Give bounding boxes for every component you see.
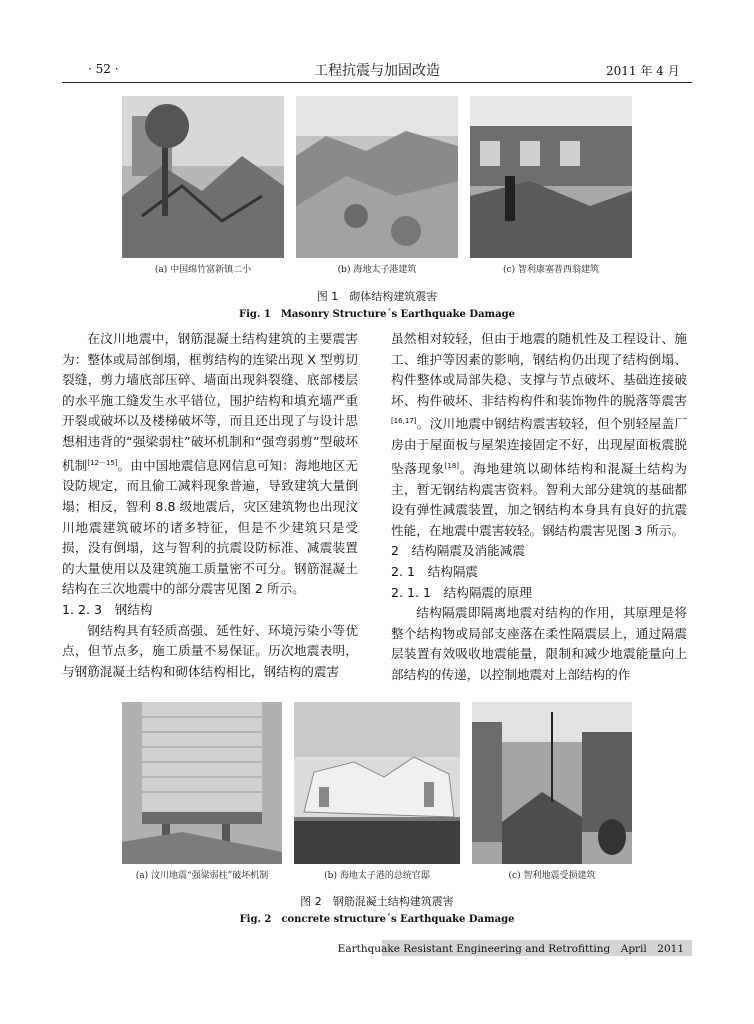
right-paragraph-2: 结构隔震即隔离地震对结构的作用，其原理是将整个结构物或局部支座落在柔性隔震层上，通过隔震层装置有效吸收地震能量，限制和减少地震能量向上部结构的传递，以控制地震对上部结构的作	[391, 605, 687, 682]
left-paragraph-2: 钢结构具有轻质高强、延性好、环境污染小等优点，但节点多，施工质量不易保证。历次地震表明，与钢筋混凝土结构和砌体结构相比，钢结构的震害	[62, 622, 358, 679]
fig2-caption-cn: 图 2 钢筋混凝土结构建筑震害	[300, 895, 454, 908]
left-p1-tail: 。由中国地震信息网信息可知：海地地区无设防规定，而且偷工减料现象普遍，导致建筑大量倒塌；相反，智利 8.8 级地震后，灾区建筑物也出现汶川地震建筑破坏的诸多特征，但是不少建筑只是受损，没有倒塌，这与智利的抗震设防标准、减震装置的大量使用以及建筑施工质量密不可分。钢筋混凝土结构在三次地震中的部分震害见图 2 所示。	[62, 457, 359, 597]
fig1-subcaption-b: (b) 海地太子港建筑	[337, 265, 417, 275]
page-number: · 52 ·	[88, 62, 119, 76]
right-p1-ref2: [18]	[444, 461, 460, 470]
fig1-caption-en: Fig. 1 Masonry Structure´s Earthquake Damage	[239, 309, 515, 320]
section-heading-2-1-1: 2. 1. 1 结构隔震的原理	[391, 584, 532, 600]
fig1-caption-cn: 图 1 砌体结构建筑震害	[316, 290, 438, 303]
section-heading-2-1: 2. 1 结构隔震	[391, 563, 479, 579]
right-p1-ref: [16,17]	[391, 417, 417, 426]
fig1-photo-c	[470, 96, 632, 258]
fig2-photo-a	[122, 702, 282, 864]
right-p1-text: 虽然相对较轻，但由于地震的随机性及工程设计、施工、维护等因素的影响，钢结构仍出现了结构倒塌、构件整体或局部失稳、支撑与节点破坏、基础连接破坏、构件破坏、非结构构件和装饰物件的脱落等震害	[391, 331, 687, 408]
section-heading-steel: 1. 2. 3 钢结构	[62, 601, 153, 617]
left-column	[62, 329, 358, 682]
footer-text: Earthquake Resistant Engineering and Retrofitting April 2011	[337, 943, 684, 955]
fig1-subcaption-c: (c) 智利康塞普西翁建筑	[503, 265, 599, 275]
fig1-photo-a	[122, 96, 284, 258]
fig1-photo-b	[296, 96, 458, 258]
section-heading-2: 2 结构隔震及消能减震	[391, 543, 525, 559]
fig1-subcaption-a: (a) 中国绵竹富新镇二小	[154, 265, 252, 275]
right-column	[391, 329, 687, 685]
left-p1-ref: [12－15]	[87, 458, 118, 467]
footer-bar	[337, 940, 692, 956]
right-p1-tail: 。海地建筑以砌体结构和混凝土结构为主，暂无钢结构震害资料。智利大部分建筑的基础都设有弹性减震装置，加之钢结构本身具有良好的抗震性能，在地震中震害较轻。钢结构震害见图 3 所示。	[391, 460, 688, 538]
fig2-photo-c	[472, 702, 632, 864]
fig2-subcaption-c: (c) 智利地震受损建筑	[508, 871, 596, 881]
right-p1-mid: 。汶川地震中钢结构震害较轻，但个别轻屋盖厂房由于屋面板与屋架连接固定不好，出现屋面板震脱坠落现象	[391, 416, 687, 476]
fig2-photo-b	[294, 702, 460, 864]
left-p1-text: 在汶川地震中，钢筋混凝土结构建筑的主要震害为：整体或局部倒塌，框剪结构的连梁出现 X 型剪切裂缝，剪力墙底部压碎、墙面出现斜裂缝、底部楼层的水平施工缝发生水平错位，围护结构和填充墙严重开裂或破坏以及楼梯破坏等，而且还出现了与设计思想相违背的“强梁弱柱”破坏机制和“强弯弱剪”型破坏机制	[62, 331, 358, 473]
right-paragraph-1	[391, 329, 687, 541]
header-rule	[62, 82, 692, 83]
issue-date: 2011 年 4 月	[606, 64, 680, 78]
left-paragraph-1	[62, 329, 358, 600]
fig2-subcaption-b: (b) 海地太子港的总统官邸	[324, 871, 430, 881]
fig2-subcaption-a: (a) 汶川地震“强梁弱柱”破坏机制	[135, 871, 269, 881]
journal-title: 工程抗震与加固改造	[314, 63, 440, 79]
fig2-caption-en: Fig. 2 concrete structure´s Earthquake Damage	[239, 914, 515, 925]
